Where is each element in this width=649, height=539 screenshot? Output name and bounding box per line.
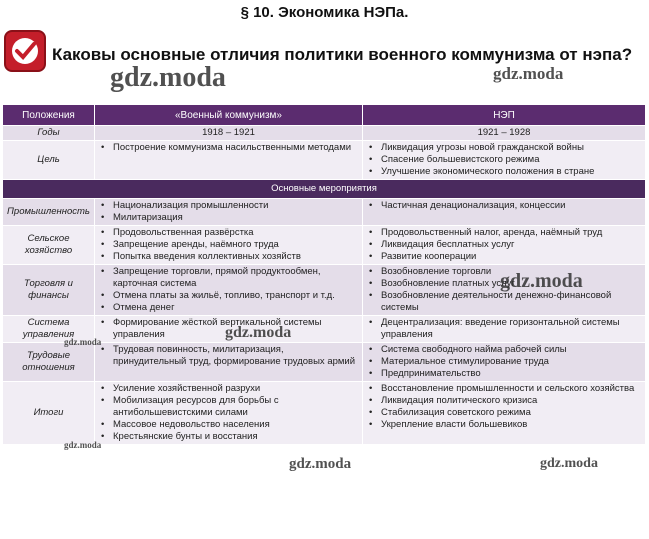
cell-list [363, 316, 646, 343]
bullet-item: • Трудовая повинность, милитаризация, принудительный труд, формирование трудовых армий [113, 344, 358, 368]
bullet-item: • Ликвидация политического кризиса [381, 395, 641, 407]
bullet-list [367, 200, 641, 212]
bullet-item: • Запрещение торговли, прямой продуктообмен, карточная система [113, 266, 358, 290]
bullet-list [367, 227, 641, 263]
bullet-item: • Восстановление промышленности и сельского хозяйства [381, 383, 641, 395]
row-label: Цель [3, 141, 95, 180]
bullet-item: • Мобилизация ресурсов для борьбы с антибольшевистскими силами [113, 395, 358, 419]
row-label: Система управления [3, 316, 95, 343]
bullet-list [99, 200, 358, 224]
bullet-item: • Запрещение аренды, наёмного труда [113, 239, 358, 251]
watermark: gdz.moda [500, 270, 583, 292]
cell-list [363, 343, 646, 382]
cell-list [95, 141, 363, 180]
bullet-list [99, 227, 358, 263]
cell-list [95, 199, 363, 226]
bullet-item: • Возобновление платных услуг [381, 278, 641, 290]
row-label: Годы [3, 126, 95, 141]
bullet-item: • Стабилизация советского режима [381, 407, 641, 419]
bullet-item: • Частичная денационализация, концессии [381, 200, 641, 212]
watermark: gdz.moda [289, 456, 352, 472]
row-label: Сельское хозяйство [3, 226, 95, 265]
cell-list [363, 382, 646, 445]
cell-list [363, 141, 646, 180]
bullet-item: • Ликвидация бесплатных услуг [381, 239, 641, 251]
cell-value: 1921 – 1928 [363, 126, 646, 141]
bullet-item: • Крестьянские бунты и восстания [113, 431, 358, 443]
bullet-item: • Отмена денег [113, 302, 358, 314]
section-title: Основные мероприятия [3, 180, 646, 199]
watermark: gdz.moda [64, 337, 102, 347]
bullet-item: • Продовольственная развёрстка [113, 227, 358, 239]
watermark: gdz.moda [540, 456, 598, 471]
bullet-item: • Отмена платы за жильё, топливо, транспорт и т.д. [113, 290, 358, 302]
watermark: gdz.moda [493, 64, 564, 83]
table-row [3, 343, 646, 382]
bullet-list [99, 383, 358, 443]
bullet-item: • Спасение большевистского режима [381, 154, 641, 166]
table-row [3, 199, 646, 226]
bullet-item: • Ликвидация угрозы новой гражданской войны [381, 142, 641, 154]
cell-list [95, 343, 363, 382]
watermark: gdz.moda [225, 324, 292, 341]
checkmark-icon [4, 30, 46, 72]
bullet-list [99, 266, 358, 314]
watermark: gdz.moda [64, 440, 102, 450]
table-header-row [3, 105, 646, 126]
bullet-item: • Материальное стимулирование труда [381, 356, 641, 368]
bullet-item: • Построение коммунизма насильственными методами [113, 142, 358, 154]
bullet-item: • Возобновление торговли [381, 266, 641, 278]
row-label: Трудовые отношения [3, 343, 95, 382]
watermark: gdz.moda [110, 62, 226, 93]
bullet-item: • Попытка введения коллективных хозяйств [113, 251, 358, 263]
bullet-list [99, 344, 358, 368]
bullet-item: • Улучшение экономического положения в стране [381, 166, 641, 178]
bullet-list [367, 142, 641, 178]
page-title: § 10. Экономика НЭПа. [240, 4, 409, 21]
table-row [3, 226, 646, 265]
bullet-list [99, 142, 358, 154]
cell-list [363, 199, 646, 226]
header-cell: Положения [3, 105, 95, 126]
bullet-list [367, 317, 641, 341]
header-cell: НЭП [363, 105, 646, 126]
table-row [3, 126, 646, 141]
bullet-item: • Децентрализация: введение горизонтальной системы управления [381, 317, 641, 341]
row-label: Промышленность [3, 199, 95, 226]
bullet-item: • Массовое недовольство населения [113, 419, 358, 431]
bullet-item: • Система свободного найма рабочей силы [381, 344, 641, 356]
row-label: Итоги [3, 382, 95, 445]
bullet-item: • Развитие кооперации [381, 251, 641, 263]
cell-value: 1918 – 1921 [95, 126, 363, 141]
bullet-item: • Милитаризация [113, 212, 358, 224]
bullet-item: • Предпринимательство [381, 368, 641, 380]
bullet-item: • Возобновление деятельности денежно-финансовой системы [381, 290, 641, 314]
section-row [3, 180, 646, 199]
bullet-item: • Усиление хозяйственной разрухи [113, 383, 358, 395]
bullet-item: • Национализация промышленности [113, 200, 358, 212]
cell-list [95, 382, 363, 445]
bullet-item: • Укрепление власти большевиков [381, 419, 641, 431]
cell-list [363, 226, 646, 265]
question-text: Каковы основные отличия политики военного коммунизма от нэпа? [52, 45, 633, 64]
row-label: Торговля и финансы [3, 265, 95, 316]
bullet-item: • Формирование жёсткой вертикальной системы управления [113, 317, 358, 341]
bullet-item: • Продовольственный налог, аренда, наёмный труд [381, 227, 641, 239]
bullet-list [367, 383, 641, 431]
bullet-list [367, 344, 641, 380]
table-row [3, 141, 646, 180]
cell-list [95, 265, 363, 316]
header-cell: «Военный коммунизм» [95, 105, 363, 126]
cell-list [95, 226, 363, 265]
table-row [3, 382, 646, 445]
